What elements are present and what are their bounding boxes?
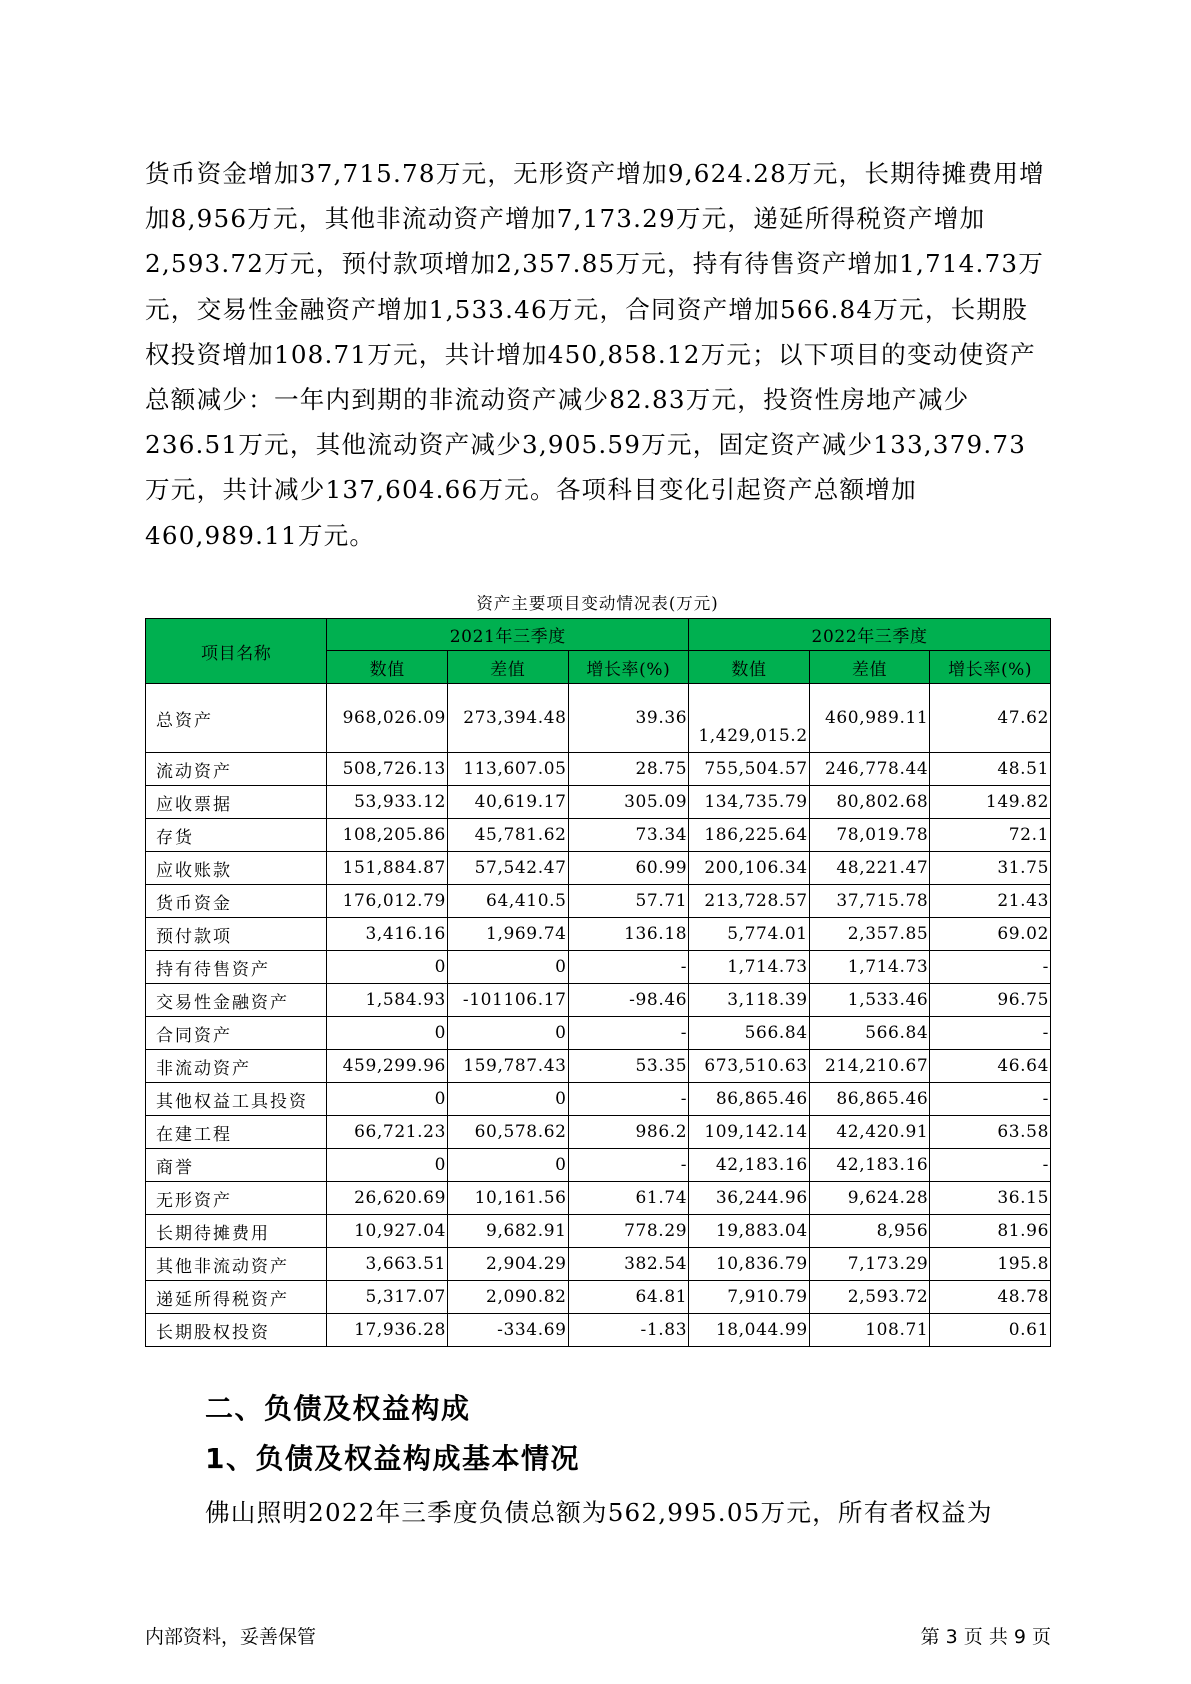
cell-v2: 109,142.14: [689, 1116, 810, 1149]
cell-d1: 1,969.74: [447, 918, 568, 951]
row-label: 其他权益工具投资: [146, 1083, 327, 1116]
cell-d1: 57,542.47: [447, 852, 568, 885]
cell-d1: 10,161.56: [447, 1182, 568, 1215]
cell-v2: 86,865.46: [689, 1083, 810, 1116]
cell-g2: 36.15: [930, 1182, 1051, 1215]
cell-v1: 26,620.69: [327, 1182, 448, 1215]
cell-g1: -1.83: [568, 1314, 689, 1347]
cell-g1: 73.34: [568, 819, 689, 852]
cell-g2: 31.75: [930, 852, 1051, 885]
cell-d2: 1,714.73: [809, 951, 930, 984]
table-row: [146, 852, 1051, 885]
cell-d1: 45,781.62: [447, 819, 568, 852]
cell-d2: 566.84: [809, 1017, 930, 1050]
table-row: [146, 1281, 1051, 1314]
row-label: 应收账款: [146, 852, 327, 885]
cell-d2: 80,802.68: [809, 786, 930, 819]
cell-v1: 508,726.13: [327, 753, 448, 786]
row-label: 商誉: [146, 1149, 327, 1182]
cell-v1: 968,026.09: [327, 684, 448, 753]
table-row: [146, 984, 1051, 1017]
row-label: 应收票据: [146, 786, 327, 819]
cell-g2: -: [930, 951, 1051, 984]
table-row: [146, 885, 1051, 918]
table-row: [146, 1050, 1051, 1083]
table-row: [146, 753, 1051, 786]
cell-d1: 0: [447, 1083, 568, 1116]
cell-g2: 81.96: [930, 1215, 1051, 1248]
cell-g2: 72.1: [930, 819, 1051, 852]
cell-g2: 46.64: [930, 1050, 1051, 1083]
header-diff-2021: 差值: [447, 651, 568, 684]
cell-v1: 0: [327, 1149, 448, 1182]
table-row: [146, 1017, 1051, 1050]
cell-g2: 149.82: [930, 786, 1051, 819]
cell-g1: -: [568, 1083, 689, 1116]
cell-v1: 3,416.16: [327, 918, 448, 951]
row-label: 长期待摊费用: [146, 1215, 327, 1248]
cell-v1: 459,299.96: [327, 1050, 448, 1083]
cell-d1: -334.69: [447, 1314, 568, 1347]
cell-g1: 28.75: [568, 753, 689, 786]
table-row: [146, 786, 1051, 819]
cell-g1: 61.74: [568, 1182, 689, 1215]
body-paragraph-asset-changes: 货币资金增加37,715.78万元，无形资产增加9,624.28万元，长期待摊费用增加8,956万元，其他非流动资产增加7,173.29万元，递延所得税资产增加2,593.72万元，预付款项增加2,357.85万元，持有待售资产增加1,714.73万元，交易性金融资产增加1,533.46万元，合同资产增加566.84万元，长期股权投资增加108.71万元，共计增加450,858.12万元；以下项目的变动使资产总额减少：一年内到期的非流动资产减少82.83万元，投资性房地产减少236.51万元，其他流动资产减少3,905.59万元，固定资产减少133,379.73万元，共计减少137,604.66万元。各项科目变化引起资产总额增加460,989.11万元。: [145, 159, 1045, 550]
header-growth-2021: 增长率(%): [568, 651, 689, 684]
cell-d2: 8,956: [809, 1215, 930, 1248]
cell-v1: 66,721.23: [327, 1116, 448, 1149]
cell-d1: 0: [447, 1149, 568, 1182]
cell-g1: 382.54: [568, 1248, 689, 1281]
cell-v1: 176,012.79: [327, 885, 448, 918]
cell-v2: 18,044.99: [689, 1314, 810, 1347]
row-label: 总资产: [146, 684, 327, 753]
cell-v2: 673,510.63: [689, 1050, 810, 1083]
row-label: 持有待售资产: [146, 951, 327, 984]
cell-v1: 151,884.87: [327, 852, 448, 885]
header-growth-2022: 增长率(%): [930, 651, 1051, 684]
cell-d1: 60,578.62: [447, 1116, 568, 1149]
cell-g1: -: [568, 1017, 689, 1050]
header-diff-2022: 差值: [809, 651, 930, 684]
header-value-2021: 数值: [327, 651, 448, 684]
cell-v2: 1,429,015.2: [689, 684, 810, 753]
cell-g1: -98.46: [568, 984, 689, 1017]
cell-d2: 2,593.72: [809, 1281, 930, 1314]
cell-g2: 0.61: [930, 1314, 1051, 1347]
table-row: [146, 1314, 1051, 1347]
cell-g2: -: [930, 1083, 1051, 1116]
cell-g1: 305.09: [568, 786, 689, 819]
section-heading: 二、负债及权益构成: [205, 1392, 471, 1425]
table-row: [146, 819, 1051, 852]
row-label: 无形资产: [146, 1182, 327, 1215]
footer-page-number: 第 3 页 共 9 页: [920, 1626, 1051, 1648]
cell-v1: 108,205.86: [327, 819, 448, 852]
cell-d1: 2,090.82: [447, 1281, 568, 1314]
row-label: 存货: [146, 819, 327, 852]
cell-v1: 5,317.07: [327, 1281, 448, 1314]
cell-g2: -: [930, 1017, 1051, 1050]
cell-g2: 47.62: [930, 684, 1051, 753]
cell-v2: 755,504.57: [689, 753, 810, 786]
row-label: 递延所得税资产: [146, 1281, 327, 1314]
cell-v2: 42,183.16: [689, 1149, 810, 1182]
row-label: 货币资金: [146, 885, 327, 918]
table-caption: 资产主要项目变动情况表(万元): [476, 594, 719, 613]
cell-v2: 36,244.96: [689, 1182, 810, 1215]
cell-d2: 78,019.78: [809, 819, 930, 852]
cell-g2: 21.43: [930, 885, 1051, 918]
cell-d1: 40,619.17: [447, 786, 568, 819]
cell-v2: 566.84: [689, 1017, 810, 1050]
cell-g2: 96.75: [930, 984, 1051, 1017]
row-label: 合同资产: [146, 1017, 327, 1050]
cell-d1: 0: [447, 1017, 568, 1050]
row-label: 在建工程: [146, 1116, 327, 1149]
asset-changes-table: [145, 618, 1051, 1347]
cell-g2: 48.51: [930, 753, 1051, 786]
cell-d1: 9,682.91: [447, 1215, 568, 1248]
table-row: [146, 1248, 1051, 1281]
header-period-2022: 2022年三季度: [689, 619, 1051, 651]
cell-g2: 195.8: [930, 1248, 1051, 1281]
cell-d1: 0: [447, 951, 568, 984]
row-label: 预付款项: [146, 918, 327, 951]
cell-d1: 273,394.48: [447, 684, 568, 753]
cell-g1: 53.35: [568, 1050, 689, 1083]
cell-d1: 159,787.43: [447, 1050, 568, 1083]
footer-confidential-note: 内部资料，妥善保管: [145, 1626, 317, 1648]
cell-g1: 60.99: [568, 852, 689, 885]
cell-g1: 778.29: [568, 1215, 689, 1248]
row-label: 流动资产: [146, 753, 327, 786]
cell-g1: -: [568, 951, 689, 984]
cell-d1: 2,904.29: [447, 1248, 568, 1281]
body-paragraph-liabilities: 佛山照明2022年三季度负债总额为562,995.05万元，所有者权益为: [205, 1498, 993, 1527]
cell-g2: 48.78: [930, 1281, 1051, 1314]
cell-v1: 10,927.04: [327, 1215, 448, 1248]
cell-g1: 64.81: [568, 1281, 689, 1314]
cell-v1: 0: [327, 951, 448, 984]
table-row: [146, 1116, 1051, 1149]
cell-v2: 200,106.34: [689, 852, 810, 885]
cell-v2: 1,714.73: [689, 951, 810, 984]
subsection-heading: 1、负债及权益构成基本情况: [205, 1442, 580, 1475]
cell-v1: 17,936.28: [327, 1314, 448, 1347]
cell-v1: 3,663.51: [327, 1248, 448, 1281]
row-label: 交易性金融资产: [146, 984, 327, 1017]
table-row: [146, 1215, 1051, 1248]
cell-d2: 246,778.44: [809, 753, 930, 786]
cell-d1: -101106.17: [447, 984, 568, 1017]
cell-v1: 0: [327, 1017, 448, 1050]
cell-d2: 42,420.91: [809, 1116, 930, 1149]
table-row: [146, 951, 1051, 984]
cell-v2: 3,118.39: [689, 984, 810, 1017]
cell-d2: 1,533.46: [809, 984, 930, 1017]
table-row: [146, 1083, 1051, 1116]
table-row: [146, 1149, 1051, 1182]
header-period-2021: 2021年三季度: [327, 619, 689, 651]
cell-v2: 134,735.79: [689, 786, 810, 819]
cell-g2: 63.58: [930, 1116, 1051, 1149]
table-row: [146, 1182, 1051, 1215]
header-value-2022: 数值: [689, 651, 810, 684]
table-body: [146, 684, 1051, 1347]
cell-d2: 7,173.29: [809, 1248, 930, 1281]
cell-d1: 64,410.5: [447, 885, 568, 918]
cell-v1: 0: [327, 1083, 448, 1116]
cell-d1: 113,607.05: [447, 753, 568, 786]
row-label: 长期股权投资: [146, 1314, 327, 1347]
cell-g1: 986.2: [568, 1116, 689, 1149]
row-label: 非流动资产: [146, 1050, 327, 1083]
cell-g1: -: [568, 1149, 689, 1182]
cell-g1: 39.36: [568, 684, 689, 753]
cell-d2: 214,210.67: [809, 1050, 930, 1083]
cell-v2: 186,225.64: [689, 819, 810, 852]
cell-v2: 10,836.79: [689, 1248, 810, 1281]
cell-d2: 37,715.78: [809, 885, 930, 918]
cell-d2: 108.71: [809, 1314, 930, 1347]
cell-d2: 86,865.46: [809, 1083, 930, 1116]
cell-v2: 19,883.04: [689, 1215, 810, 1248]
cell-v2: 5,774.01: [689, 918, 810, 951]
cell-d2: 48,221.47: [809, 852, 930, 885]
table-row: [146, 918, 1051, 951]
cell-g1: 57.71: [568, 885, 689, 918]
cell-d2: 2,357.85: [809, 918, 930, 951]
cell-d2: 460,989.11: [809, 684, 930, 753]
cell-g2: -: [930, 1149, 1051, 1182]
cell-v2: 213,728.57: [689, 885, 810, 918]
row-label: 其他非流动资产: [146, 1248, 327, 1281]
cell-g1: 136.18: [568, 918, 689, 951]
table-row: [146, 684, 1051, 753]
cell-v2: 7,910.79: [689, 1281, 810, 1314]
cell-v1: 53,933.12: [327, 786, 448, 819]
cell-d2: 9,624.28: [809, 1182, 930, 1215]
cell-v1: 1,584.93: [327, 984, 448, 1017]
cell-g2: 69.02: [930, 918, 1051, 951]
cell-d2: 42,183.16: [809, 1149, 930, 1182]
header-item-name: 项目名称: [146, 619, 327, 684]
